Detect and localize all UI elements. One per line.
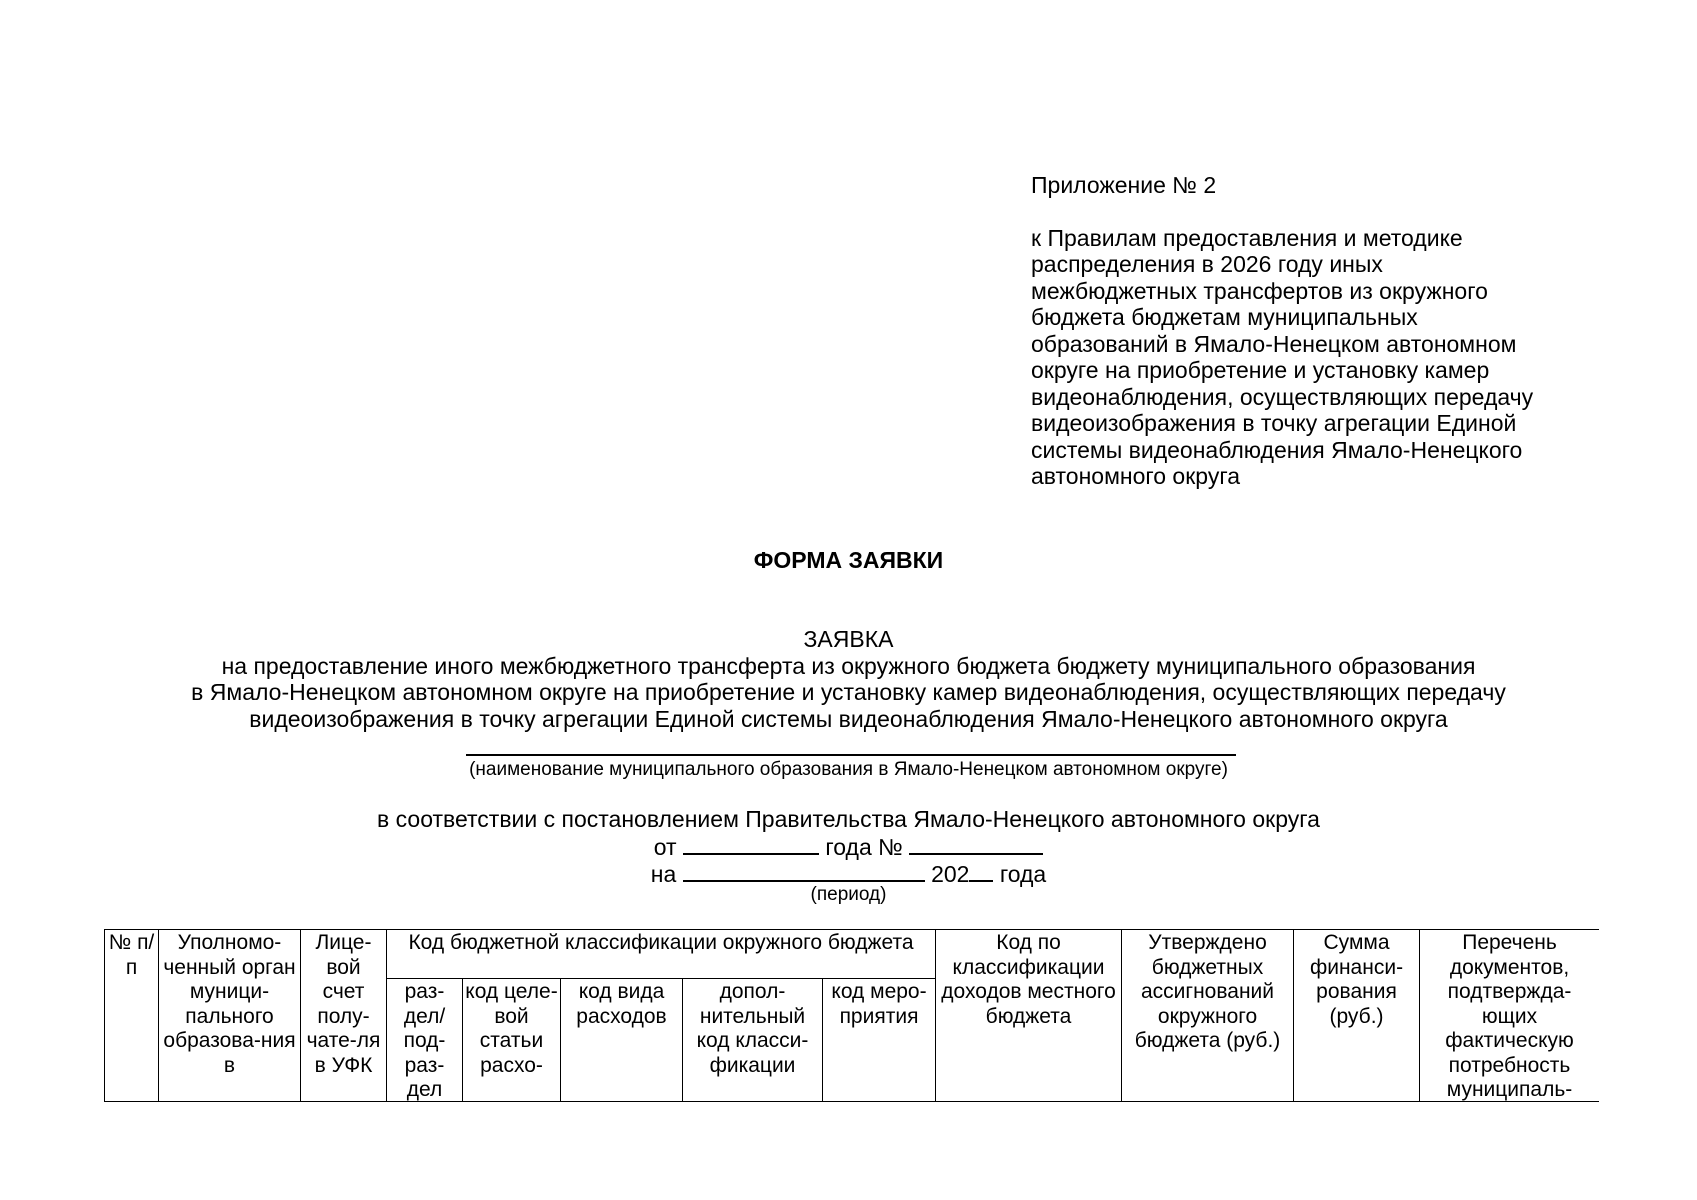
subcol-header-section: раз-дел/ под-раз-дел	[387, 979, 463, 1103]
col-header-number: № п/п	[105, 930, 159, 1103]
municipality-name-line	[466, 754, 1236, 756]
request-header	[0, 626, 1697, 732]
on-label: на	[650, 861, 677, 887]
resolution-date-line	[0, 833, 1697, 861]
municipality-name-caption: (наименование муниципального образования в Ямало-Ненецком автономном округе)	[469, 759, 1228, 780]
appendix-line: к Правилам предоставления и методике	[1031, 224, 1463, 251]
appendix-block	[1031, 172, 1591, 490]
appendix-line: видеонаблюдения, осуществляющих передачу	[1031, 383, 1534, 410]
period-blank	[683, 860, 925, 882]
col-header-approved: Утверждено бюджетных ассигнований окружного бюджета (руб.)	[1122, 930, 1294, 1103]
period-caption: (период)	[810, 884, 887, 905]
request-line: на предоставление иного межбюджетного трансферта из окружного бюджета бюджету муниципального образования	[221, 652, 1476, 679]
appendix-number: Приложение № 2	[1031, 172, 1217, 198]
appendix-line: системы видеонаблюдения Ямало-Ненецкого	[1031, 436, 1523, 463]
appendix-line: автономного округа	[1031, 463, 1240, 489]
subcol-header-event: код меро-приятия	[823, 979, 936, 1103]
form-title: ФОРМА ЗАЯВКИ	[753, 547, 944, 573]
subcol-header-expense-type: код вида расходов	[561, 979, 683, 1103]
request-table	[104, 929, 1599, 1102]
request-line: в Ямало-Ненецком автономном округе на приобретение и установку камер видеонаблюдения, осуществляющих передачу	[191, 679, 1506, 705]
year-number-label: года №	[825, 833, 903, 860]
appendix-line: видеоизображения в точку агрегации Единой	[1031, 410, 1517, 436]
year-suffix: года	[999, 861, 1047, 887]
request-line: видеоизображения в точку агрегации Единой системы видеонаблюдения Ямало-Ненецкого автономного округа	[249, 705, 1448, 732]
subcol-header-target: код целе-вой статьи расхо-	[463, 979, 561, 1103]
appendix-line: округе на приобретение и установку камер	[1031, 357, 1490, 383]
date-blank	[683, 833, 819, 855]
request-heading: ЗАЯВКА	[803, 626, 894, 652]
col-header-budget-code: Код бюджетной классификации окружного бюджета	[387, 930, 936, 979]
appendix-line: межбюджетных трансфертов из окружного	[1031, 277, 1488, 304]
from-label: от	[653, 833, 677, 860]
resolution-block	[0, 806, 1697, 888]
col-header-documents: Перечень документов, подтвержда-ющих фактическую потребность муниципаль-	[1420, 930, 1599, 1103]
year-digit-blank	[969, 860, 993, 882]
appendix-line: бюджета бюджетам муниципальных	[1031, 304, 1418, 330]
subcol-header-additional: допол-нительный код класси-фикации	[683, 979, 823, 1103]
request-table-grid	[104, 929, 1599, 1102]
resolution-line: в соответствии с постановлением Правительства Ямало-Ненецкого автономного округа	[377, 806, 1320, 832]
col-header-authority: Уполномо-ченный орган муници-пального образова-ния в	[159, 930, 301, 1103]
number-blank	[909, 833, 1043, 855]
appendix-line: образований в Ямало-Ненецком автономном	[1031, 330, 1517, 357]
appendix-line: распределения в 2026 году иных	[1031, 251, 1383, 277]
col-header-account: Лице-вой счет полу-чате-ля в УФК	[301, 930, 387, 1103]
year-prefix: 202	[931, 861, 970, 887]
col-header-income-code: Код по классификации доходов местного бюджета	[936, 930, 1122, 1103]
col-header-amount: Сумма финанси-рования (руб.)	[1294, 930, 1420, 1103]
